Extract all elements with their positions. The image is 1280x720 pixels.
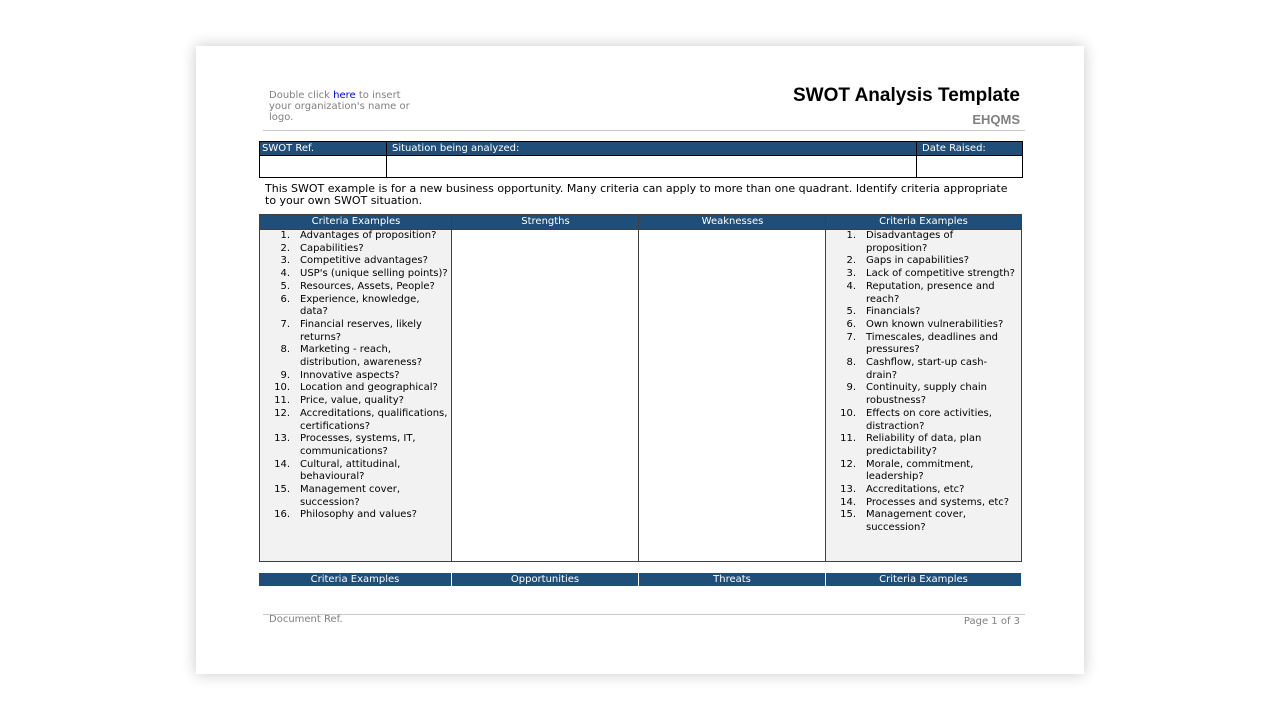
list-number: 12. [840,458,856,470]
list-number: 6. [846,318,856,330]
weakness-criteria-item [826,382,1021,407]
date-raised-label: Date Raised: [917,142,1023,156]
strength-criteria-item [260,344,452,369]
list-item-text: Management cover, succession? [866,509,967,534]
list-item-text: Reliability of data, plan predictability? [866,433,982,457]
header-divider [263,130,1025,131]
list-item-text: Competitive advantages? [300,255,428,267]
list-number: 5. [280,280,290,292]
strength-criteria-header: Criteria Examples [260,215,452,230]
list-item-text: Morale, commitment, leadership? [866,458,974,483]
list-number: 13. [840,484,856,496]
weaknesses-input-area[interactable] [639,230,826,561]
list-number: 16. [274,509,290,521]
weakness-criteria-item [826,459,1021,484]
list-item-text: Philosophy and values? [300,509,417,521]
weakness-criteria-item [826,319,1021,332]
page-number: Page 1 of 3 [963,616,1020,627]
strength-criteria-item [260,509,452,522]
list-item-text: Advantages of proposition? [300,230,437,241]
weaknesses-header: Weaknesses [639,215,826,230]
threat-criteria-header: Criteria Examples [826,573,1022,586]
list-number: 3. [846,268,856,280]
weakness-criteria-item [826,497,1021,510]
list-number: 9. [280,369,290,381]
logo-placeholder[interactable] [269,90,411,123]
weakness-criteria-item [826,268,1021,281]
list-number: 4. [846,280,856,292]
list-number: 6. [280,293,290,305]
list-item-text: Financials? [866,306,921,318]
list-item-text: Reputation, presence and reach? [866,280,995,305]
list-item-text: Cultural, attitudinal, behavioural? [300,458,401,483]
list-number: 8. [846,357,856,369]
list-number: 7. [846,331,856,343]
swot-ref-label: SWOT Ref. [260,142,387,156]
swot-top-grid [259,214,1022,562]
list-item-text: Marketing - reach, distribution, awareness? [300,344,423,369]
list-item-text: USP's (unique selling points)? [300,268,448,280]
strength-criteria-item [260,230,452,243]
weakness-criteria-item [826,408,1021,433]
list-item-text: Timescales, deadlines and pressures? [866,331,999,356]
footer-divider [263,614,1025,615]
situation-field[interactable] [387,156,917,178]
logo-hint-suffix: to insert your organization's name or logo. [269,90,410,123]
list-item-text: Cashflow, start-up cash-drain? [866,357,988,381]
strengths-input-area[interactable] [452,230,639,561]
list-item-text: Continuity, supply chain robustness? [866,382,987,407]
opportunity-criteria-header: Criteria Examples [259,573,452,586]
weakness-criteria-item [826,230,1021,255]
situation-label: Situation being analyzed: [387,142,917,156]
list-number: 14. [840,496,856,508]
strength-criteria-item [260,484,452,509]
strength-criteria-item [260,382,452,395]
list-number: 4. [280,268,290,280]
list-number: 14. [274,458,290,470]
strength-criteria-item [260,255,452,268]
list-number: 1. [280,230,290,241]
opportunities-header: Opportunities [452,573,639,586]
swot-ref-field[interactable] [260,156,387,178]
list-item-text: Price, value, quality? [300,395,404,407]
weakness-criteria-item [826,306,1021,319]
swot-bottom-header-row [259,573,1022,586]
strength-criteria-item [260,459,452,484]
list-item-text: Resources, Assets, People? [300,280,435,292]
list-number: 13. [274,433,290,445]
list-number: 8. [280,344,290,356]
strength-criteria-column [259,214,452,562]
list-item-text: Management cover, succession? [300,484,401,508]
weakness-criteria-item [826,255,1021,268]
list-number: 11. [840,433,856,445]
list-number: 10. [274,382,290,394]
weakness-criteria-header: Criteria Examples [826,215,1021,230]
strength-criteria-item [260,395,452,408]
list-number: 15. [274,484,290,496]
document-subtitle: EHQMS [972,112,1020,127]
strength-criteria-item [260,281,452,294]
list-item-text: Capabilities? [300,242,364,254]
strength-criteria-item [260,370,452,383]
strength-criteria-item [260,268,452,281]
weakness-criteria-item [826,357,1021,382]
strength-criteria-item [260,319,452,344]
list-number: 7. [280,318,290,330]
list-item-text: Innovative aspects? [300,369,400,381]
list-number: 15. [840,509,856,521]
list-number: 10. [840,407,856,419]
list-number: 5. [846,306,856,318]
weaknesses-column[interactable] [638,214,826,562]
threats-header: Threats [639,573,826,586]
list-item-text: Accreditations, etc? [866,484,965,496]
list-item-text: Disadvantages of proposition? [866,230,954,254]
list-item-text: Effects on core activities, distraction? [866,407,992,432]
list-item-text: Experience, knowledge, data? [300,293,420,318]
list-number: 3. [280,255,290,267]
list-number: 9. [846,382,856,394]
strength-criteria-item [260,294,452,319]
strength-criteria-list [260,230,452,522]
strengths-column[interactable] [451,214,639,562]
list-item-text: Location and geographical? [300,382,438,394]
weakness-criteria-list [826,230,1021,535]
logo-hint-prefix: Double click [269,90,334,101]
weakness-criteria-item [826,433,1021,458]
list-item-text: Financial reserves, likely returns? [300,318,422,343]
intro-text: This SWOT example is for a new business opportunity. Many criteria can apply to more than one quadrant. Identify criteria appropriate to your own SWOT situation. [265,182,1008,207]
strength-criteria-item [260,243,452,256]
weakness-criteria-item [826,281,1021,306]
list-number: 2. [846,255,856,267]
list-item-text: Processes, systems, IT, communications? [300,433,416,457]
date-raised-field[interactable] [917,156,1023,178]
logo-insert-link[interactable]: here [333,90,356,101]
strength-criteria-item [260,433,452,458]
document-ref: Document Ref. [269,614,343,625]
list-number: 11. [274,395,290,407]
weakness-criteria-item [826,332,1021,357]
list-item-text: Own known vulnerabilities? [866,318,1004,330]
weakness-criteria-item [826,509,1021,534]
list-number: 1. [846,230,856,241]
list-item-text: Gaps in capabilities? [866,255,970,267]
list-item-text: Accreditations, qualifications, certifications? [300,407,448,432]
weakness-criteria-column [825,214,1022,562]
strengths-header: Strengths [452,215,639,230]
reference-table [259,141,1023,178]
list-item-text: Processes and systems, etc? [866,496,1010,508]
list-number: 2. [280,242,290,254]
list-number: 12. [274,407,290,419]
document-page [196,46,1084,674]
document-title: SWOT Analysis Template [793,85,1020,106]
strength-criteria-item [260,408,452,433]
weakness-criteria-item [826,484,1021,497]
list-item-text: Lack of competitive strength? [866,268,1015,280]
